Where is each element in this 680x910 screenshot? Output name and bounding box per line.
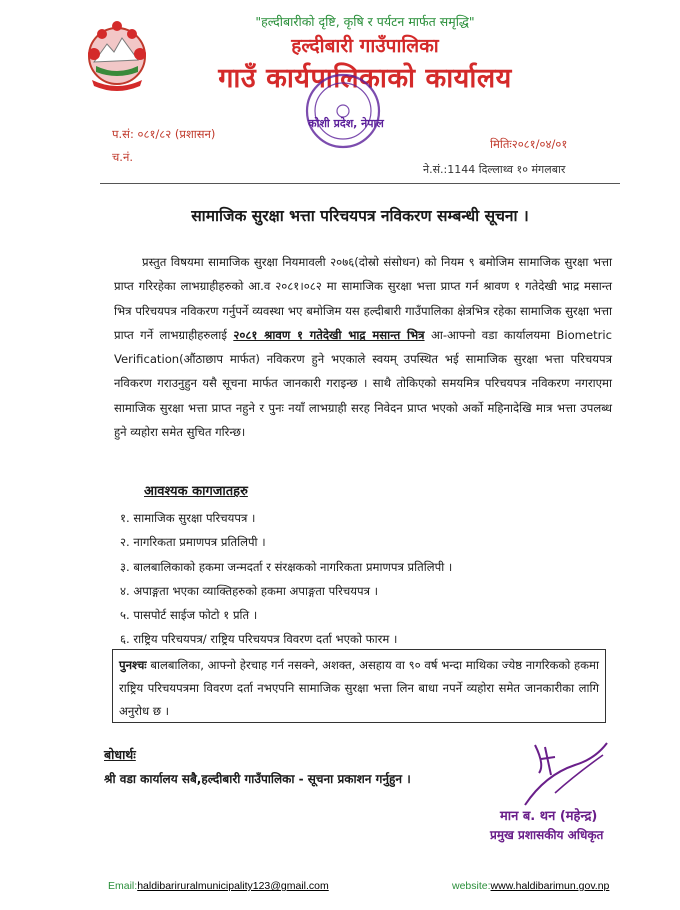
list-item: ४. अपाङ्गता भएका व्याक्तिहरुको हकमा अपाङ्गता परिचयपत्र । <box>120 583 379 598</box>
signatory-name: मान ब. थन (महेन्द्र) <box>500 809 598 824</box>
list-item: ५. पासपोर्ट साईज फोटो १ प्रति । <box>120 608 258 623</box>
notice-title: सामाजिक सुरक्षा भत्ता परिचयपत्र नविकरण सम्बन्धी सूचना । <box>191 207 529 225</box>
signatory-title: प्रमुख प्रशासकीय अधिकृत <box>490 828 604 842</box>
issue-date: मितिः२०८१/०४/०१ <box>490 137 568 151</box>
cc-heading: बोधार्थः <box>104 747 136 762</box>
website-label: website: <box>452 880 491 892</box>
list-item: ६. राष्ट्रिय परिचयपत्र/ राष्ट्रिय परिचयपत्र विवरण दर्ता भएको फारम । <box>120 632 398 647</box>
notice-body <box>114 250 612 444</box>
reference-number: प.सं: ०८१/८२ (प्रशासन) <box>112 127 216 141</box>
postscript-text: बालबालिका, आफ्नो हेरचाह गर्न नसक्ने, अशक्त, असहाय वा ९० वर्ष भन्दा माथिका ज्येष्ठ नागरिकको हकमा राष्ट्रिय परिचयपत्रमा विवरण दर्ता नभएपनि सामाजिक सुरक्षा भत्ता लिन बाधा नपर्ने व्यहोरा समेत जानकारीका लागि अनुरोध छ । <box>119 658 599 718</box>
nepal-emblem-icon <box>82 14 152 94</box>
list-item: २. नागरिकता प्रमाणपत्र प्रतिलिपी । <box>120 535 266 550</box>
body-text-part1: प्रस्तुत विषयमा सामाजिक सुरक्षा नियमावली २०७६(दोस्रो संसोधन) को नियम ९ बमोजिम सामाजिक सुरक्षा भत्ता प्राप्त गरिरहेका लाभग्राहीहरुको आ.व २०८१।०८२ मा सामाजिक सुरक्षा भत्ता प्राप्त गर्न श्रावण १ गतेदेखी भाद्र मसान्त भित्र परिचयपत्र नविकरण गर्नुपर्ने व्यवस्था भए बमोजिम यस हल्दीबारी गाउँपालिका क्षेत्रभित्र रहेका सामाजिक सुरक्षा भत्ता प्राप्त गर्ने लाभग्राहीहरुलाई <box>114 255 612 342</box>
office-stamp-icon <box>300 70 386 152</box>
body-text-part2: आ-आफ्नो वडा कार्यालयमा Biometric Verification(औंठाछाप मार्फत) नविकरण हुने भएकाले स्वयम् उपस्थित भई सामाजिक सुरक्षा भत्ता परिचयपत्र नविकरण गराउनुहुन यसै सूचना मार्फत जानकारी गराइन्छ । साथै तोकिएको समयमित्र परिचयपत्र नविकरण नगराएमा सामाजिक सुरक्षा भत्ता प्राप्त नहुने र पुनः नयाँ लाभग्राही सरह निवेदन प्राप्त भएको अर्को महिनादेखि मात्र भत्ता उपलब्ध हुने व्यहोरा समेत सुचित गरिन्छ। <box>114 327 612 440</box>
website-link[interactable]: www.haldibarimun.gov.np <box>490 880 610 892</box>
postscript-label: पुनश्चः <box>119 658 147 672</box>
email-label: Email: <box>108 880 138 892</box>
nepal-sambat-date: ने.सं.:1144 दिल्लाथ्व १० मंगलबार <box>423 163 566 176</box>
body-deadline-highlight: २०८१ श्रावण १ गतेदेखी भाद्र मसान्त भित्र <box>233 327 425 342</box>
stamp-text: कोशी प्रदेश, नेपाल <box>308 117 384 130</box>
office-name: गाउँ कार्यपालिकाको कार्यालय <box>218 63 512 94</box>
list-item: १. सामाजिक सुरक्षा परिचयपत्र । <box>120 511 256 525</box>
requirements-heading: आवश्यक कागजातहरु <box>144 484 248 499</box>
municipality-motto: "हल्दीबारीको दृष्टि, कृषि र पर्यटन मार्फत समृद्धि" <box>255 14 475 29</box>
cc-recipients: श्री वडा कार्यालय सबै,हल्दीबारी गाउँपालिका - सूचना प्रकाशन गर्नुहुन । <box>104 772 411 786</box>
signature-icon <box>515 735 615 815</box>
municipality-name: हल्दीबारी गाउँपालिका <box>291 35 439 57</box>
header-divider <box>100 183 620 184</box>
footer-email <box>108 880 329 892</box>
requirements-list <box>120 506 600 652</box>
postscript-box <box>112 649 606 723</box>
footer-website <box>452 880 609 892</box>
dispatch-number: च.नं. <box>112 150 133 164</box>
list-item: ३. बालबालिकाको हकमा जन्मदर्ता र संरक्षकको नागरिकता प्रमाणपत्र प्रतिलिपी । <box>120 559 453 574</box>
email-link[interactable]: haldibariruralmunicipality123@gmail.com <box>137 880 329 892</box>
